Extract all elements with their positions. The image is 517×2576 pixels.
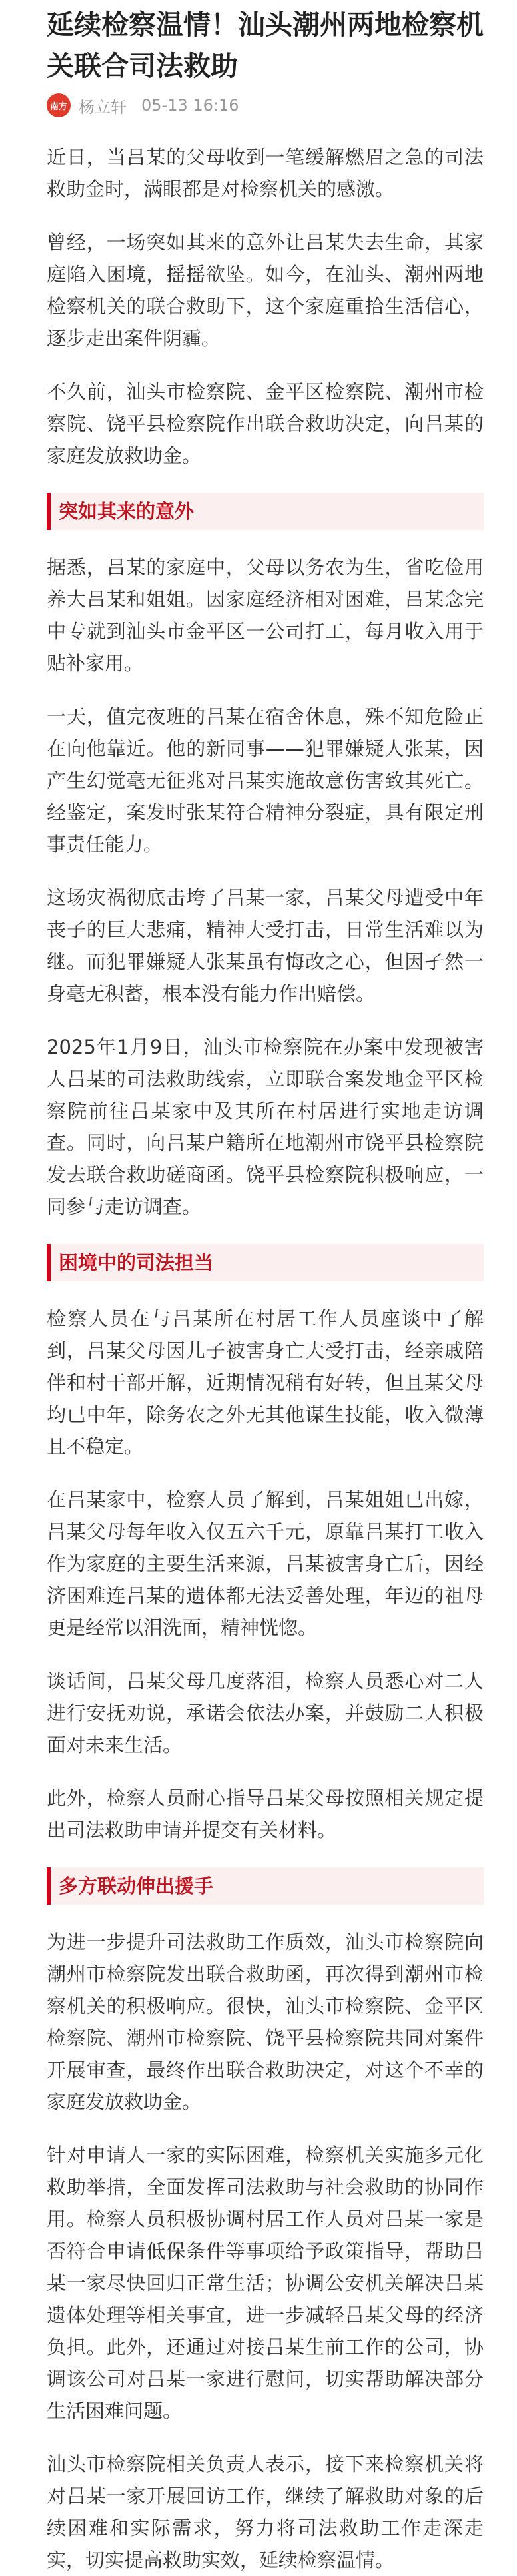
section-heading: 多方联动伸出援手 <box>47 1867 484 1905</box>
paragraph: 针对申请人一家的实际困难，检察机关实施多元化救助举措，全面发挥司法救助与社会救助的协同作用。检察人员积极协调村居工作人员对吕某一家是否符合申请低保条件等事项给予政策指导，帮助吕某一家尽快回归正常生活；协调公安机关解决吕某遗体处理等相关事宜，进一步减轻吕某父母的经济负担。此外，还通过对接吕某生前工作的公司，协调该公司对吕某一家进行慰问，切实帮助解决部分生活困难问题。 <box>47 2144 484 2422</box>
paragraph: 一天，值完夜班的吕某在宿舍休息，殊不知危险正在向他靠近。他的新同事——犯罪嫌疑人张某，因产生幻觉毫无征兆对吕某实施故意伤害致其死亡。经鉴定，案发时张某符合精神分裂症，具有限定刑事责任能力。 <box>47 705 484 856</box>
paragraph: 此外，检察人员耐心指导吕某父母按照相关规定提出司法救助申请并提交有关材料。 <box>47 1787 484 1841</box>
source-logo-icon[interactable]: 南方 <box>47 93 71 117</box>
paragraph: 谈话间，吕某父母几度落泪，检察人员悉心对二人进行安抚劝说，承诺会依法办案，并鼓励二人积极面对未来生活。 <box>47 1670 484 1756</box>
paragraph: 2025年1月9日，汕头市检察院在办案中发现被害人吕某的司法救助线索，立即联合案发地金平区检察院前往吕某家中及其所在村居进行实地走访调查。同时，向吕某户籍所在地潮州市饶平县检察院发去联合救助磋商函。饶平县检察院积极响应，一同参与走访调查。 <box>47 1036 484 1218</box>
article-meta <box>47 92 484 119</box>
paragraph: 曾经，一场突如其来的意外让吕某失去生命，其家庭陷入困境，摇摇欲坠。如今，在汕头、潮州两地检察机关的联合救助下，这个家庭重拾生活信心，逐步走出案件阴霾。 <box>47 231 484 350</box>
article-title: 延续检察温情！汕头潮州两地检察机关联合司法救助 <box>47 9 484 82</box>
author-name[interactable]: 杨立轩 <box>79 97 127 117</box>
paragraph: 近日，当吕某的父母收到一笔缓解燃眉之急的司法救助金时，满眼都是对检察机关的感激。 <box>47 146 484 200</box>
section-heading: 困境中的司法担当 <box>47 1244 484 1281</box>
paragraph: 据悉，吕某的家庭中，父母以务农为生，省吃俭用养大吕某和姐姐。因家庭经济相对困难，吕某念完中专就到汕头市金平区一公司打工，每月收入用于贴补家用。 <box>47 556 484 675</box>
paragraph: 汕头市检察院相关负责人表示，接下来检察机关将对吕某一家开展回访工作，继续了解救助对象的后续困难和实际需求，努力将司法救助工作走深走实，切实提高救助实效，延续检察温情。 <box>47 2453 484 2571</box>
paragraph: 检察人员在与吕某所在村居工作人员座谈中了解到，吕某父母因儿子被害身亡大受打击，经亲戚陪伴和村干部开解，近期情况稍有好转，但且某父母均已中年，除务农之外无其他谋生技能，收入微薄且不稳定。 <box>47 1307 484 1458</box>
paragraph: 为进一步提升司法救助工作质效，汕头市检察院向潮州市检察院发出联合救助函，再次得到潮州市检察机关的积极响应。很快，汕头市检察院、金平区检察院、潮州市检察院、饶平县检察院共同对案件开展审查，最终作出联合救助决定，对这个不幸的家庭发放救助金。 <box>47 1931 484 2113</box>
section-heading: 突如其来的意外 <box>47 493 484 530</box>
paragraph: 这场灾祸彻底击垮了吕某一家，吕某父母遭受中年丧子的巨大悲痛，精神大受打击，日常生活难以为继。而犯罪嫌疑人张某虽有悔改之心，但因孑然一身毫无积蓄，根本没有能力作出赔偿。 <box>47 886 484 1005</box>
publish-date: 05-13 16:16 <box>141 96 239 115</box>
paragraph: 不久前，汕头市检察院、金平区检察院、潮州市检察院、饶平县检察院作出联合救助决定，向吕某的家庭发放救助金。 <box>47 380 484 467</box>
article-body <box>47 141 484 2576</box>
paragraph: 在吕某家中，检察人员了解到，吕某姐姐已出嫁，吕某父母每年收入仅五六千元，原靠吕某打工收入作为家庭的主要生活来源，吕某被害身亡后，因经济困难连吕某的遗体都无法妥善处理，年迈的祖母更是经常以泪洗面，精神恍惚。 <box>47 1488 484 1639</box>
